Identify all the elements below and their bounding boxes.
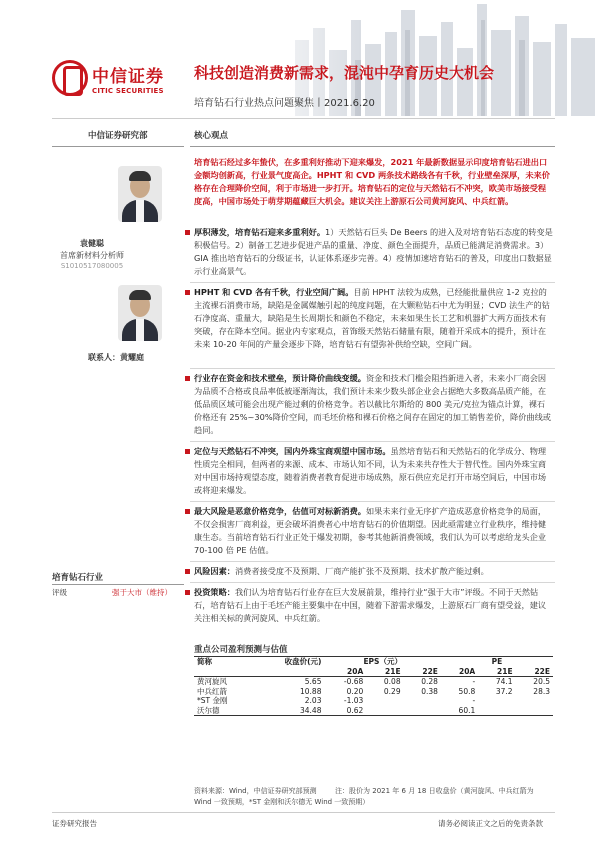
eps-group-header: EPS（元） [324,657,440,667]
table-header-row [194,657,553,667]
table-row [194,706,553,716]
point-text: 我们认为培育钻石行业存在巨大发展前景，维持行业“强于大市”评级。不同于天然钻石，培育钻石上由于毛坯产能主要集中在中国，随着下游需求爆发，上游原石厂商有望受益，建议关注相关标的黄河旋风、中兵红箭。 [194,587,547,623]
analyst-title: 首席新材料分析师 [60,251,124,260]
point-paragraph [194,226,553,278]
company-name: *ST 金刚 [197,696,228,705]
rating-value: 强于大市（维持） [112,588,172,597]
table-cell: 0.20 [346,686,364,696]
table-cell: - [472,696,476,705]
analyst-name: 袁健聪 [80,239,104,248]
point-text: 1）天然钻石巨头 De Beers 的进入及对培育钻石态度的转变是积极信号。2）制备工艺进步促进产品的重量、净度、颜色全面提升，品质已能满足消费需求。3）GIA 推出培育钻石的分级证书，认证体系逐步完善。4）疫情加速培育钻石的普及，印度出口数据显示行业高景气。 [194,227,553,276]
point-paragraph [194,286,553,351]
point-lead: HPHT 和 CVD 各有千秋，行业空间广阔。 [194,287,354,297]
bullet-marker [185,290,190,295]
core-highlight: 培育钻石经过多年蛰伏，在多重利好推动下迎来爆发，2021 年最新数据显示印度培育钻石进出口金额均创新高，行业景气度高企。HPHT 和 CVD 两条技术路线各有千秋，行业壁垒深厚，未来价格存在合理降价空间，利于市场进一步打开。培育钻石的定位与天然钻石不冲突，欧美市场接受程度高，中国市场处于萌芽期蕴藏巨大机会。建议关注上游原石公司黄河旋风、中兵红箭。 [194,157,550,206]
point-text: 如果未来行业无序扩产造成恶意价格竞争的局面，不仅会损害厂商利益，更会破坏消费者心中培育钻石的价值期望。因此亟需建立行业秩序，维持健康生态。当前培育钻石行业正处于爆发初期，参考其他新消费领域，我们认为可以考虑给龙头企业 70-100 倍 PE 估值。 [194,506,547,555]
bullet-marker [185,376,190,381]
report-title: 科技创造消费新需求，混沌中孕育历史大机会 [194,64,495,82]
year-header: 21E [478,667,515,677]
bullet-marker [185,569,190,574]
table-cell: -0.68 [343,677,364,686]
footer-left: 证券研究报告 [52,819,97,828]
table-source-note: 资料来源：Wind，中信证券研究部预测 注：股价为 2021 年 6 月 18 日收盘价（黄河旋风、中兵红箭为 Wind 一致预期，*ST 金刚和沃尔德无 Wind 一致预期） [194,787,534,806]
citic-logo [52,60,164,96]
company-name: 中兵红箭 [197,686,227,696]
header-divider [52,118,555,119]
table-cell: 60.1 [441,706,478,716]
main-divider [190,146,555,147]
point-lead: 风险因素： [194,566,235,576]
close-price: 10.88 [300,686,322,696]
table-cell [516,696,553,706]
citic-logo-icon [52,60,88,96]
table-cell [404,696,441,706]
analyst-photo [118,166,162,222]
footer-divider [52,812,555,813]
table-year-row [194,667,553,677]
point-lead: 投资策略： [194,587,235,597]
table-row [194,687,553,697]
table-cell [478,696,515,706]
point-divider [190,582,555,583]
close-price: 5.65 [304,677,322,686]
section-title: 核心观点 [194,131,229,141]
table-cell: 0.38 [421,686,438,696]
point-paragraph [194,372,553,437]
close-price: 34.48 [254,706,324,716]
point-divider [190,561,555,562]
logo-chinese-text: 中信证券 [92,66,164,87]
industry-divider [52,584,184,585]
table-row [194,677,553,687]
point-paragraph [194,445,553,497]
bullet-marker [185,230,190,235]
point-text: 目前 HPHT 法较为成熟，已经能批量供应 1-2 克拉的主流裸石消费市场，缺陷是金属媒触引起的纯度问题，在大颗粒钻石中尤为明显；CVD 法生产的钻石净度高、重量大，缺陷是生长周期长和颜色不稳定，未来如果生长工艺和机器扩大两方面技术有突破，存在降本空间。据业内专家观点，首饰级天然钻石储量有限，随着开采成本的提升，预计在未来 10-20 年间的产量会逐步下降，培育钻石有望弥补供给空缺，空间广阔。 [194,287,550,349]
point-text: 消费者接受度不及预期、厂商产能扩张不及预期、技术扩散产能过剩。 [234,566,489,576]
point-paragraph [194,505,553,557]
point-paragraph [194,586,553,625]
point-lead: 定位与天然钻石不冲突，国内外珠宝商观望中国市场。 [194,446,391,456]
point-text: 资金和技术门槛会阻挡新进入者，未来小厂商会因为品质不合格或良品率低被逐渐淘汰，我们预计未来少数头部企业会占据绝大多数高品质产能，在低品质区域可能会出现产能过剩的价格竞争。若以截比尔斯给的 800 美元/克拉为锚点计算，裸石价格还有 25%~30%降价空间，而毛坯价格和裸石价格之间存在固定的加工销售差价，降价曲线或趋同。 [194,373,551,435]
bullet-marker [185,590,190,595]
bullet-marker [185,509,190,514]
year-header: 21E [366,667,403,677]
point-divider [190,282,555,283]
year-header: 20A [441,667,478,677]
table-cell: 28.3 [533,686,550,696]
point-divider [190,368,555,369]
rating-label: 评级 [52,588,67,597]
logo-english-text: CITIC SECURITIES [92,86,164,95]
point-text: 虽然培育钻石和天然钻石的化学成分、物理性质完全相同，但两者的来源、成本、市场认知不同，认为未来共存性大于替代性。国内外珠宝商对中国市场持观望态度，随着消费者教育促进市场成熟，原石供应充足打开市场空间后，中国市场或将迎来爆发。 [194,446,547,495]
header-banner [0,0,595,116]
report-subtitle: 培育钻石行业热点问题聚焦丨2021.6.20 [194,98,375,109]
sidebar-divider [52,146,184,147]
institute-label: 中信证券研究部 [88,131,148,141]
table-cell: 0.28 [421,677,438,686]
table-cell: 74.1 [495,677,513,686]
point-lead: 行业存在资金和技术壁垒，预计降价曲线变缓。 [194,373,366,383]
col-price-header: 收盘价(元) [254,657,324,667]
table-cell: 20.5 [533,677,550,686]
table-title: 重点公司盈利预测与估值 [194,645,288,655]
table-cell [404,706,441,716]
table-cell [516,706,553,716]
table-cell [366,696,403,706]
col-name-header: 简称 [194,657,254,667]
company-name: 沃尔德 [194,706,254,716]
contact-person: 联系人：黄耀庭 [88,353,144,362]
company-name: 黄河旋风 [197,677,227,686]
point-lead: 厚积薄发，培育钻石迎来多重利好。 [194,227,326,237]
table-cell: 0.08 [383,677,401,686]
year-header: 22E [404,667,441,677]
year-header: 20A [324,667,366,677]
pe-group-header: PE [441,657,553,667]
earnings-table [194,656,553,716]
table-cell: 0.62 [324,706,366,716]
table-row [194,696,553,706]
table-cell: 50.8 [458,686,476,696]
footer-disclaimer: 请务必阅读正文之后的免责条款 [438,819,543,828]
table-cell: - [472,677,476,686]
table-cell: 37.2 [495,686,513,696]
analyst-certificate: S1010517080005 [60,262,124,270]
contact-photo [118,285,162,341]
table-cell [366,706,403,716]
industry-title: 培育钻石行业 [52,573,104,583]
table-cell: -1.03 [343,696,364,705]
bullet-marker [185,449,190,454]
table-cell [478,706,515,716]
point-lead: 最大风险是恶意价格竞争，估值可对标新消费。 [194,506,366,516]
point-paragraph [194,565,553,578]
point-divider [190,501,555,502]
point-divider [190,441,555,442]
table-cell: 0.29 [383,686,401,696]
close-price: 2.03 [304,696,322,705]
year-header: 22E [516,667,553,677]
